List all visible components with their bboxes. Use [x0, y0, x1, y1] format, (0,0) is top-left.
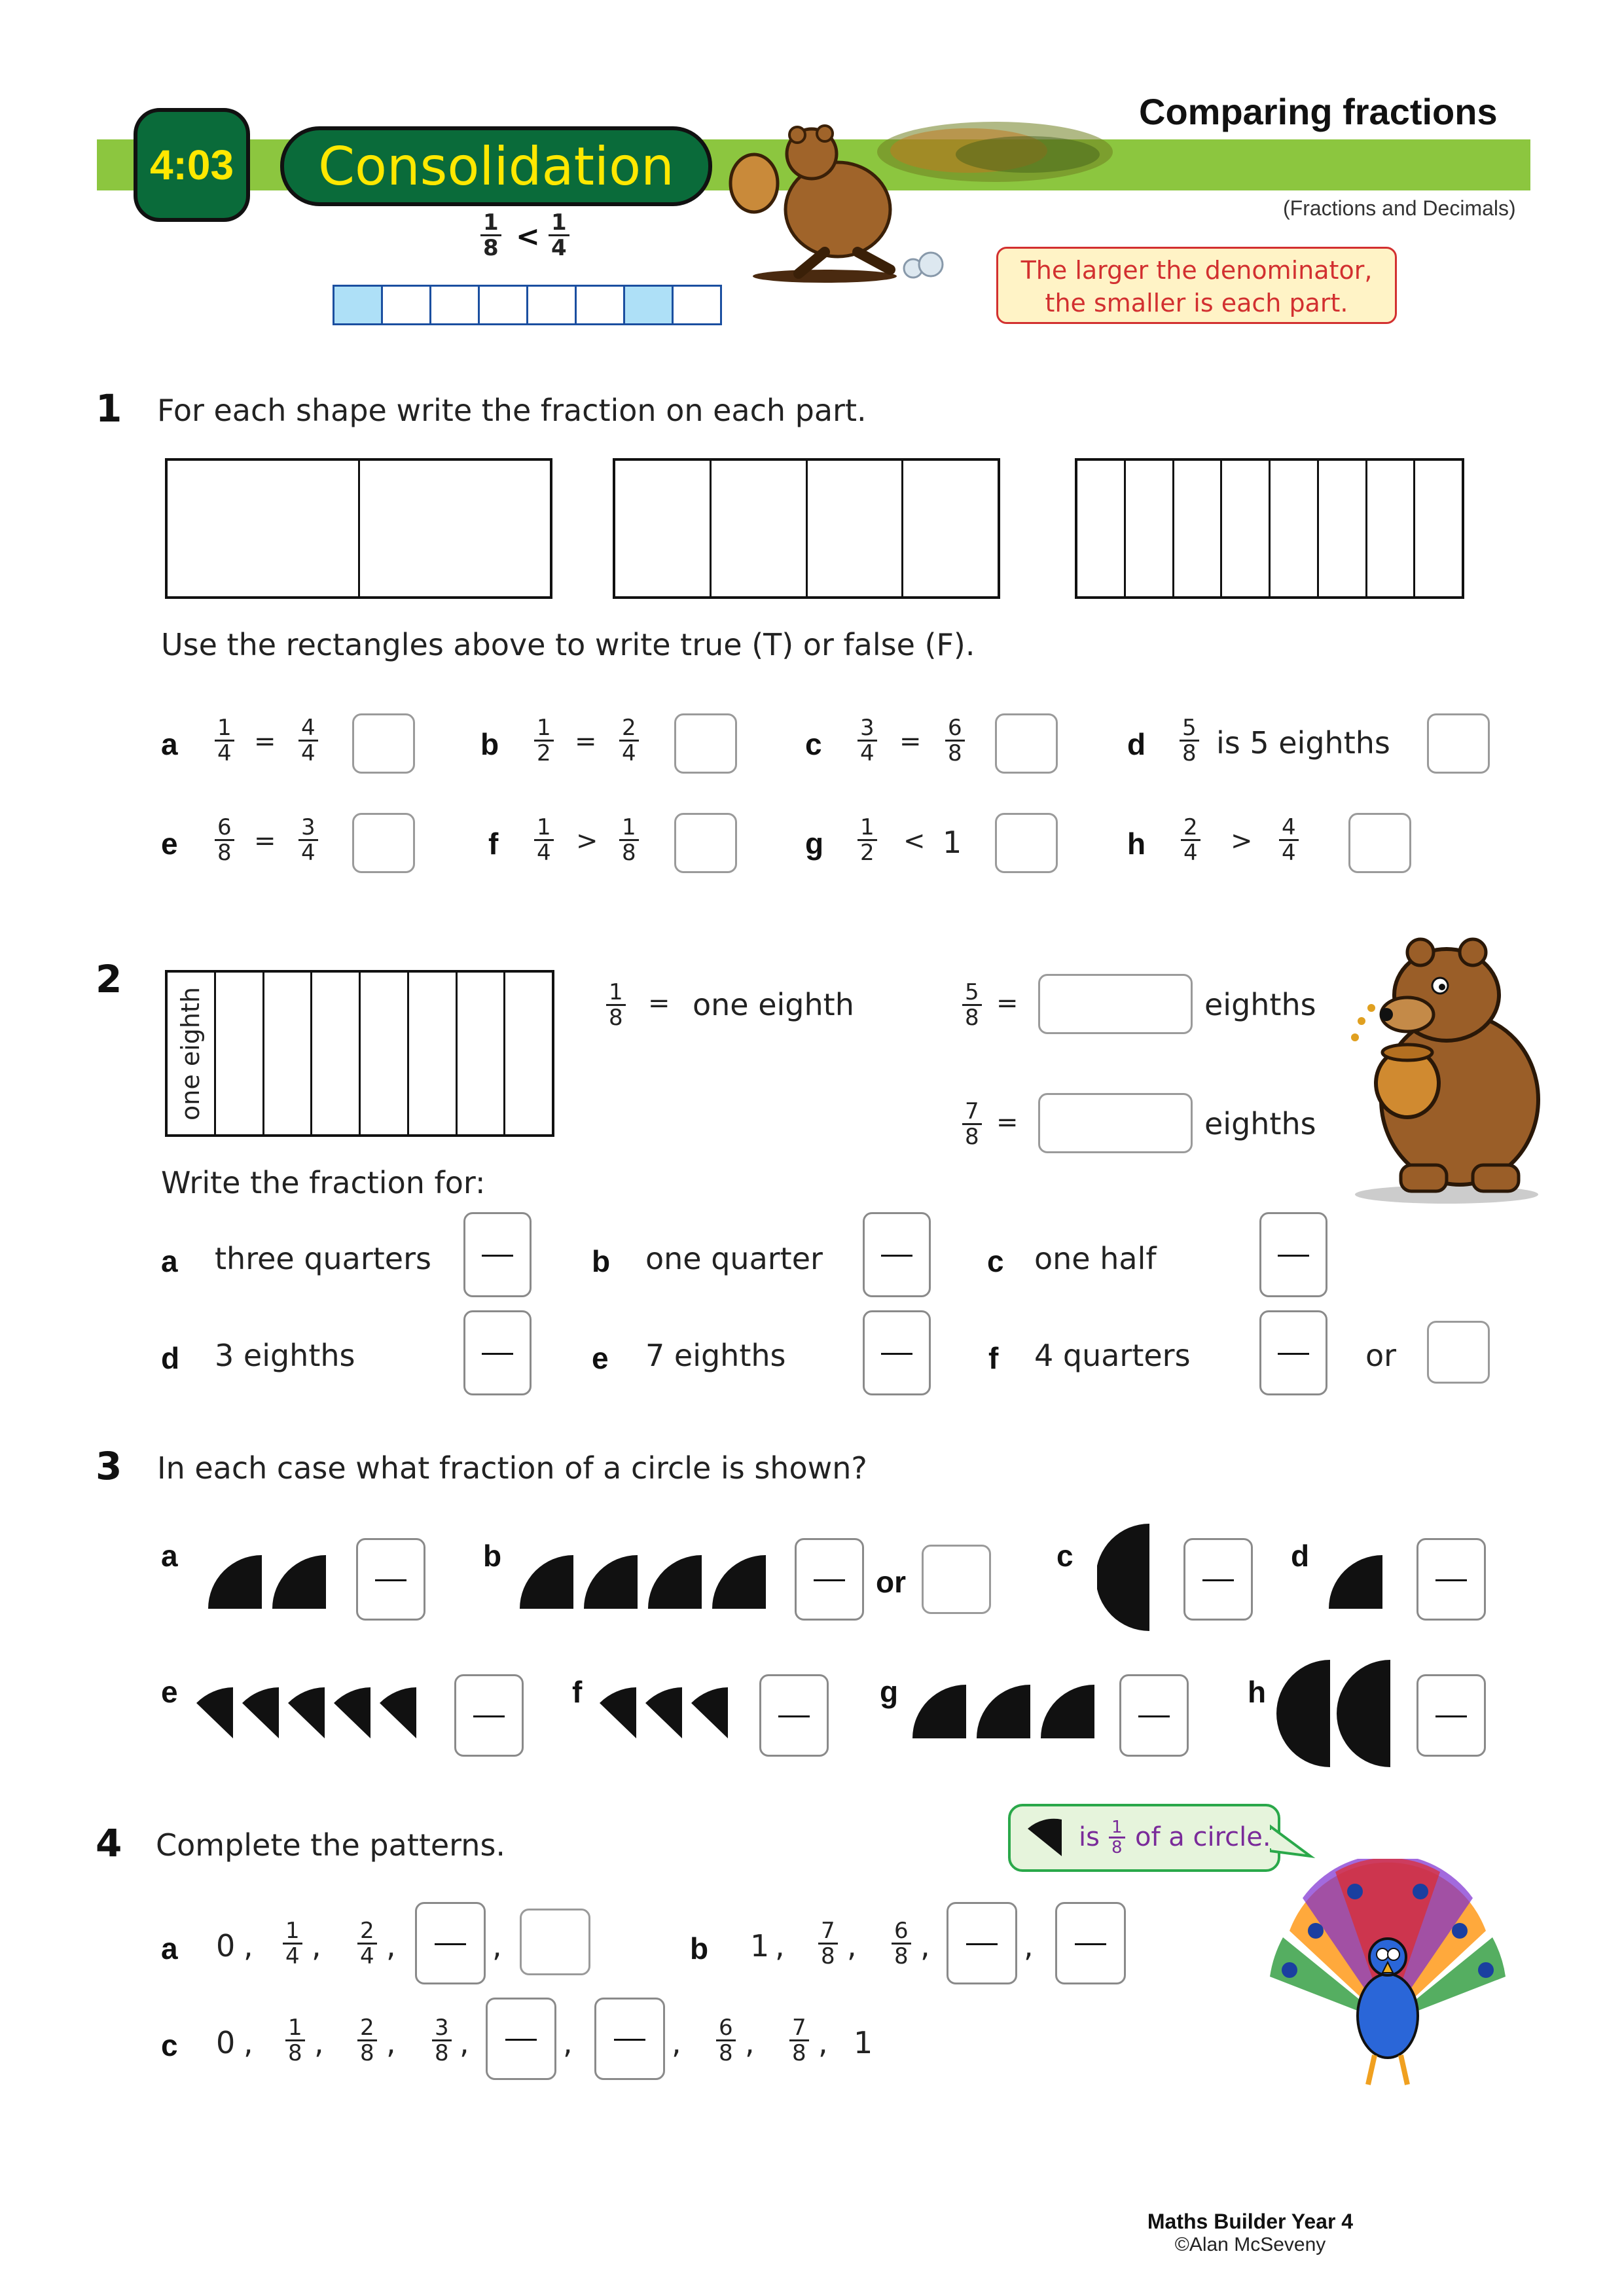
q4-pattern-b-term-2: $\frac{6}{8}$	[892, 1919, 911, 1968]
q3-item-e-eighth-circles	[196, 1686, 432, 1745]
q3-item-h-fraction-box[interactable]	[1416, 1674, 1486, 1757]
q1-item-a-rhs: $\frac{4}{4}$	[298, 716, 318, 765]
q4-pattern-b-start: 1	[750, 1928, 770, 1964]
q2-definition-text: one eighth	[693, 987, 854, 1022]
q1-item-e-answer-box[interactable]	[352, 813, 415, 873]
eighth-circle-piece	[196, 1687, 233, 1738]
half-circle-piece	[1337, 1660, 1390, 1767]
q1-item-d-lhs: $\frac{5}{8}$	[1180, 716, 1199, 765]
peacock-illustration	[1263, 1859, 1512, 2094]
q4-pattern-c-answer-1[interactable]	[486, 1998, 556, 2080]
q3-item-d-quarter-circle	[1329, 1551, 1388, 1610]
q4-comma: ,	[244, 2025, 253, 2060]
question-4-instruction: Complete the patterns.	[156, 1827, 506, 1863]
q2-example-2-eq: =	[996, 1107, 1019, 1138]
q1-item-a-answer-box[interactable]	[352, 713, 415, 774]
q4-pattern-a-term-2: $\frac{2}{4}$	[357, 1919, 377, 1968]
q2-item-c-fraction-box[interactable]	[1259, 1212, 1327, 1297]
half-circle-piece	[1276, 1660, 1330, 1767]
q4-comma: ,	[312, 1928, 321, 1964]
q1-item-c-label: c	[805, 727, 822, 761]
tip-text-pre: is	[1079, 1822, 1100, 1852]
quarter-circle-piece	[977, 1685, 1030, 1738]
q3-item-h-label: h	[1248, 1675, 1267, 1709]
q4-comma: ,	[1024, 1928, 1034, 1964]
q2-example-1-unit: eighths	[1204, 987, 1316, 1022]
q3-item-c-half-circle	[1097, 1524, 1156, 1631]
eighth-circle-piece	[645, 1687, 682, 1738]
eighth-circle-icon	[1025, 1818, 1071, 1857]
q3-item-e-fraction-box[interactable]	[454, 1674, 524, 1757]
bar-eighth	[577, 287, 625, 323]
q1-item-f-label: f	[488, 827, 499, 861]
q4-comma: ,	[563, 2025, 573, 2060]
q2-item-d-text: 3 eighths	[215, 1338, 355, 1373]
eighth-circle-piece	[288, 1687, 325, 1738]
q3-item-a-label: a	[161, 1539, 178, 1573]
q1-item-b-lhs: $\frac{1}{2}$	[534, 716, 554, 765]
tip-line-2: the smaller is each part.	[1045, 289, 1348, 317]
footer	[1113, 2210, 1388, 2256]
q3-item-h-half-circles	[1276, 1660, 1394, 1768]
q1-item-c-op: =	[899, 726, 922, 757]
q3-item-e-label: e	[161, 1675, 178, 1709]
unit-name: Consolidation	[318, 135, 674, 197]
q2-example-2-answer-box[interactable]	[1038, 1093, 1193, 1153]
q2-item-c-label: c	[987, 1244, 1004, 1278]
bee-swarm-illustration	[871, 111, 1119, 196]
q3-item-g-quarter-circles	[912, 1681, 1102, 1740]
q4-pattern-c-term-3: $\frac{3}{8}$	[432, 2016, 452, 2065]
q2-item-f-fraction-box[interactable]	[1259, 1310, 1327, 1395]
q2-item-d-fraction-box[interactable]	[463, 1310, 532, 1395]
q2-item-c-text: one half	[1034, 1241, 1157, 1276]
bar-eighth	[431, 287, 480, 323]
q4-pattern-a-answer-1[interactable]	[415, 1902, 486, 1984]
q4-comma: ,	[386, 2025, 396, 2060]
q1-item-e-op: =	[254, 826, 276, 856]
eighths-strip-part	[361, 973, 409, 1134]
q1-item-g-answer-box[interactable]	[995, 813, 1058, 873]
rectangle-part[interactable]	[1319, 461, 1367, 596]
rectangle-part[interactable]	[1126, 461, 1174, 596]
q3-item-d-label: d	[1291, 1539, 1310, 1573]
q1-item-f-answer-box[interactable]	[674, 813, 737, 873]
bar-eighth	[383, 287, 431, 323]
q1-item-c-rhs: $\frac{6}{8}$	[945, 716, 965, 765]
q2-item-d-label: d	[161, 1341, 180, 1375]
q1-item-g-lhs: $\frac{1}{2}$	[857, 816, 877, 865]
q4-pattern-c-term-7: $\frac{7}{8}$	[789, 2016, 809, 2065]
q4-comma: ,	[672, 2025, 681, 2060]
q1-item-b-rhs: $\frac{2}{4}$	[619, 716, 639, 765]
q1-item-g-label: g	[805, 827, 824, 861]
example-rhs-fraction: $\frac{1}{4}$	[549, 211, 569, 260]
q3-item-c-label: c	[1056, 1539, 1074, 1573]
topic-title: Comparing fractions	[1139, 91, 1498, 132]
eighth-circle-piece	[691, 1687, 728, 1738]
quarter-circle-piece	[912, 1685, 966, 1738]
q3-item-f-eighth-circles	[600, 1686, 744, 1745]
q1-item-a-lhs: $\frac{1}{4}$	[215, 716, 234, 765]
q1-item-h-answer-box[interactable]	[1348, 813, 1411, 873]
eighth-circle-piece	[380, 1687, 416, 1738]
q1-item-g-rhs: 1	[943, 825, 962, 860]
q4-pattern-b-term-1: $\frac{7}{8}$	[818, 1919, 838, 1968]
q2-example-1-eq: =	[996, 988, 1019, 1018]
q4-pattern-c-end: 1	[854, 2025, 873, 2060]
eighths-strip-part	[216, 973, 264, 1134]
eighths-strip-part	[505, 973, 552, 1134]
footer-copyright: ©Alan McSeveny	[1174, 2234, 1326, 2255]
q4-pattern-a-term-1: $\frac{1}{4}$	[283, 1919, 302, 1968]
quarter-circle-piece	[208, 1555, 262, 1609]
q4-pattern-a-start: 0	[216, 1928, 236, 1964]
rectangle-part[interactable]	[168, 461, 360, 596]
q4-comma: ,	[818, 2025, 828, 2060]
q4-pattern-c-term-1: $\frac{1}{8}$	[285, 2016, 305, 2065]
bar-eighth-shaded	[625, 287, 674, 323]
q1-item-h-op: >	[1231, 826, 1253, 856]
q2-item-b-label: b	[592, 1244, 611, 1278]
q3-item-d-fraction-box[interactable]	[1416, 1538, 1486, 1621]
eighth-circle-piece	[600, 1687, 636, 1738]
unit-code: 4:03	[149, 141, 234, 188]
q1-item-h-lhs: $\frac{2}{4}$	[1181, 816, 1200, 865]
rectangle-part[interactable]	[712, 461, 808, 596]
rectangle-part[interactable]	[615, 461, 712, 596]
q2-example-2-unit: eighths	[1204, 1106, 1316, 1141]
rectangle-part[interactable]	[360, 461, 550, 596]
q2-item-b-fraction-box[interactable]	[863, 1212, 931, 1297]
eighths-strip-part	[409, 973, 458, 1134]
q4-comma: ,	[745, 2025, 755, 2060]
q4-pattern-b-label: b	[690, 1931, 709, 1965]
q3-item-b-label: b	[483, 1539, 502, 1573]
footer-book-title: Maths Builder Year 4	[1147, 2210, 1354, 2233]
q3-item-a-fraction-box[interactable]	[356, 1538, 425, 1621]
eighths-strip	[165, 970, 554, 1137]
question-4-number: 4	[96, 1821, 122, 1865]
q1-item-c-lhs: $\frac{3}{4}$	[857, 716, 877, 765]
q1-item-f-rhs: $\frac{1}{8}$	[619, 816, 639, 865]
q1-item-e-lhs: $\frac{6}{8}$	[215, 816, 234, 865]
q2-item-f-whole-box[interactable]	[1427, 1321, 1490, 1384]
bar-quarter-shaded	[334, 287, 383, 323]
unit-code-badge	[134, 108, 250, 222]
q4-pattern-c-label: c	[161, 2028, 178, 2062]
q2-instruction: Write the fraction for:	[161, 1165, 486, 1200]
q1-item-e-label: e	[161, 827, 178, 861]
q3-item-g-label: g	[880, 1675, 899, 1709]
question-3-number: 3	[96, 1444, 122, 1488]
q1-item-f-op: >	[576, 826, 598, 856]
q2-item-e-fraction-box[interactable]	[863, 1310, 931, 1395]
q4-comma: ,	[460, 2025, 469, 2060]
quarter-circle-piece	[272, 1555, 326, 1609]
eighths-strip-part	[312, 973, 361, 1134]
q2-item-b-text: one quarter	[645, 1241, 823, 1276]
q2-definition-eq: =	[648, 988, 670, 1018]
q2-or: or	[1365, 1338, 1397, 1373]
q1-item-a-op: =	[254, 726, 276, 757]
rectangle-halves	[165, 458, 552, 599]
q3-item-c-fraction-box[interactable]	[1183, 1538, 1253, 1621]
q1-item-b-op: =	[575, 726, 597, 757]
quarter-circle-piece	[1041, 1685, 1094, 1738]
unit-name-pill	[280, 126, 712, 206]
q1-item-c-answer-box[interactable]	[995, 713, 1058, 774]
rectangle-quarters	[613, 458, 1000, 599]
question-1-instruction: For each shape write the fraction on each part.	[157, 393, 867, 428]
q1-item-d-answer-box[interactable]	[1427, 713, 1490, 774]
bar-eighth	[674, 287, 720, 323]
rectangle-eighths	[1075, 458, 1464, 599]
q4-comma: ,	[492, 1928, 502, 1964]
tip-text-post: of a circle.	[1135, 1822, 1271, 1852]
denominator-tip-box	[996, 247, 1397, 324]
q1-item-e-rhs: $\frac{3}{4}$	[298, 816, 318, 865]
example-lhs-fraction: $\frac{1}{8}$	[480, 211, 501, 260]
quarter-circle-piece	[1329, 1555, 1382, 1609]
q2-example-2-fraction: $\frac{7}{8}$	[962, 1100, 982, 1149]
q2-item-f-label: f	[988, 1341, 999, 1375]
tip-line-1: The larger the denominator,	[1020, 256, 1373, 285]
q2-example-1-answer-box[interactable]	[1038, 974, 1193, 1034]
quarter-circle-piece	[520, 1555, 573, 1609]
q1-item-a-label: a	[161, 727, 178, 761]
question-2-number: 2	[96, 957, 122, 1001]
q2-example-1-fraction: $\frac{5}{8}$	[962, 980, 982, 1030]
eighths-strip-part	[458, 973, 506, 1134]
eighth-circle-piece	[242, 1687, 279, 1738]
q3-item-g-fraction-box[interactable]	[1119, 1674, 1189, 1757]
question-3-instruction: In each case what fraction of a circle is shown?	[157, 1450, 867, 1486]
q3-item-f-label: f	[572, 1675, 583, 1709]
q4-comma: ,	[244, 1928, 253, 1964]
q4-comma: ,	[775, 1928, 785, 1964]
q4-pattern-c-term-2: $\frac{2}{8}$	[357, 2016, 377, 2065]
rectangle-part[interactable]	[1077, 461, 1126, 596]
vertical-label: one eighth	[176, 986, 206, 1121]
q1-item-h-rhs: $\frac{4}{4}$	[1279, 816, 1299, 865]
example-operator: <	[516, 220, 540, 253]
example-fraction-bar	[333, 285, 722, 325]
q3-item-b-fraction-box[interactable]	[795, 1538, 864, 1621]
rectangle-part[interactable]	[903, 461, 998, 596]
q1-item-b-answer-box[interactable]	[674, 713, 737, 774]
q4-comma: ,	[314, 2025, 324, 2060]
q3-item-b-whole-box[interactable]	[922, 1545, 991, 1614]
q3-or: or	[876, 1565, 906, 1599]
bar-eighth	[528, 287, 577, 323]
rectangle-part[interactable]	[1367, 461, 1416, 596]
q2-item-e-text: 7 eighths	[645, 1338, 786, 1373]
q4-pattern-b-answer-1[interactable]	[947, 1902, 1017, 1984]
subject-label: (Fractions and Decimals)	[1283, 196, 1516, 220]
q1-item-d-text: is 5 eighths	[1216, 725, 1390, 761]
eighths-strip-labelled-part	[168, 973, 216, 1134]
quarter-circle-piece	[648, 1555, 702, 1609]
q4-comma: ,	[847, 1928, 857, 1964]
quarter-circle-piece	[712, 1555, 766, 1609]
q3-item-b-quarter-circles	[520, 1551, 768, 1610]
q4-pattern-a-label: a	[161, 1931, 178, 1965]
q1-item-d-label: d	[1127, 727, 1146, 761]
q2-item-a-label: a	[161, 1244, 178, 1278]
quarter-circle-piece	[584, 1555, 638, 1609]
q1-item-b-label: b	[480, 727, 499, 761]
rectangle-part[interactable]	[1222, 461, 1271, 596]
rectangle-part[interactable]	[1271, 461, 1319, 596]
rectangle-part[interactable]	[808, 461, 904, 596]
eighth-circle-piece	[334, 1687, 370, 1738]
q1-item-f-lhs: $\frac{1}{4}$	[534, 816, 554, 865]
rectangle-part[interactable]	[1174, 461, 1223, 596]
q1-item-g-op: <	[903, 826, 926, 856]
q2-item-a-text: three quarters	[215, 1241, 431, 1276]
question-1-number: 1	[96, 386, 122, 431]
rectangle-part[interactable]	[1415, 461, 1462, 596]
q4-comma: ,	[386, 1928, 396, 1964]
tip-fraction: $\frac{1}{8}$	[1109, 1818, 1125, 1857]
bear-with-honey-pot-illustration	[1335, 923, 1558, 1211]
q4-pattern-b-answer-2[interactable]	[1055, 1902, 1126, 1984]
speech-bubble-tail	[1270, 1822, 1316, 1861]
q2-definition-fraction: $\frac{1}{8}$	[606, 980, 626, 1030]
q1-item-h-label: h	[1127, 827, 1146, 861]
q4-pattern-c-start: 0	[216, 2025, 236, 2060]
question-1-instruction-2: Use the rectangles above to write true (T) or false (F).	[161, 627, 975, 662]
q2-item-f-text: 4 quarters	[1034, 1338, 1191, 1373]
q4-pattern-c-term-6: $\frac{6}{8}$	[716, 2016, 736, 2065]
q3-item-f-fraction-box[interactable]	[759, 1674, 829, 1757]
eighths-strip-part	[264, 973, 313, 1134]
q4-comma: ,	[920, 1928, 930, 1964]
q4-pattern-c-answer-2[interactable]	[594, 1998, 665, 2080]
q4-pattern-a-answer-2[interactable]	[520, 1909, 590, 1975]
half-circle-piece	[1097, 1524, 1149, 1631]
bar-eighth	[480, 287, 528, 323]
q3-item-a-quarter-circles	[208, 1551, 333, 1610]
q2-item-a-fraction-box[interactable]	[463, 1212, 532, 1297]
q2-item-e-label: e	[592, 1341, 609, 1375]
